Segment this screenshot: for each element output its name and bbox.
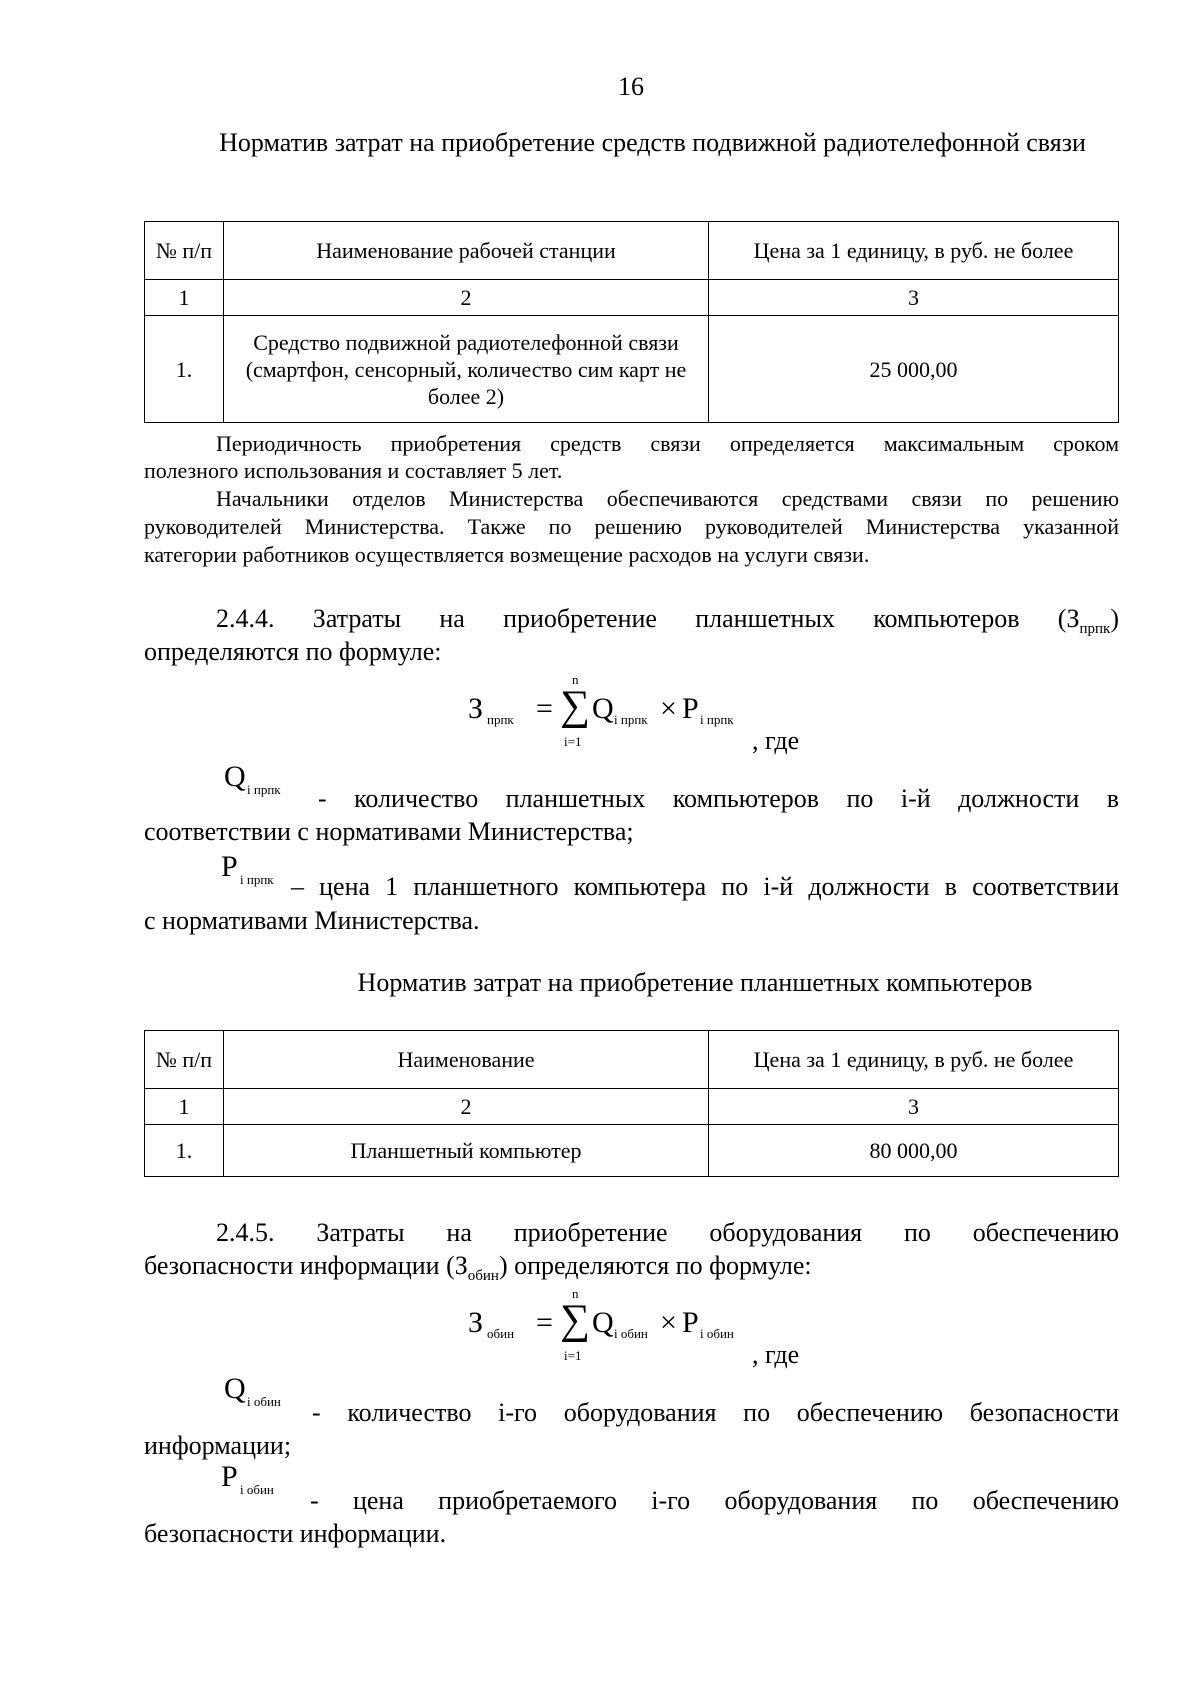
q-symbol: Q: [224, 1372, 246, 1405]
formula-lhs-sub: обин: [487, 1326, 515, 1341]
formula-p-sub: i прпк: [700, 712, 734, 727]
mobile-devices-table: [144, 221, 1119, 423]
p-desc-line2: с нормативами Министерства.: [144, 906, 480, 935]
colnum-3: 3: [709, 280, 1119, 316]
colnum-1: 1: [145, 280, 224, 316]
header-num: № п/п: [145, 222, 224, 280]
p-desc-line2: безопасности информации.: [144, 1519, 447, 1548]
section-245-intro-post: ) определяются по формуле:: [498, 1251, 812, 1280]
table2-title: Норматив затрат на приобретение планшетных компьютеров: [357, 968, 1033, 997]
colnum-1: 1: [145, 1089, 224, 1125]
section-244-intro-sub: прпк: [1079, 621, 1111, 638]
header-name: Наименование рабочей станции: [224, 222, 709, 280]
tablets-table: [144, 1030, 1119, 1177]
section-244-intro-text: 2.4.4. Затраты на приобретение планшетных компьютеров (З: [216, 604, 1080, 633]
para2-line3: категории работников осуществляется возмещение расходов на услуги связи.: [144, 542, 870, 567]
colnum-3: 3: [709, 1089, 1119, 1125]
para1-line1: Периодичность приобретения средств связи определяется максимальным сроком: [216, 431, 1119, 456]
formula-times: ×: [660, 1306, 677, 1339]
formula-q: Q: [592, 1306, 614, 1339]
p-symbol-sub: i прпк: [240, 872, 274, 887]
sigma-icon: ∑: [560, 1297, 590, 1343]
formula-where: , где: [752, 726, 800, 755]
formula-q-sub: i обин: [614, 1326, 648, 1341]
q-desc-line2: соответствии с нормативами Министерства;: [144, 817, 634, 846]
q-symbol-sub: i прпк: [247, 782, 281, 797]
formula-p-sub: i обин: [700, 1326, 734, 1341]
formula-q: Q: [592, 692, 614, 725]
table-colnum-row: [145, 280, 1119, 316]
table-header-row: [145, 1031, 1119, 1089]
formula-upper: n: [572, 1286, 579, 1301]
q-desc-line1: - количество i-го оборудования по обеспечению безопасности: [312, 1398, 1119, 1427]
formula-upper: n: [572, 672, 579, 687]
p-desc-line1: – цена 1 планшетного компьютера по i-й должности в соответствии: [291, 872, 1119, 901]
q-symbol: Q: [224, 760, 246, 793]
p-symbol-sub: i обин: [240, 1482, 274, 1497]
p-desc-line1: - цена приобретаемого i-го оборудования по обеспечению: [310, 1486, 1119, 1515]
row-price: 80 000,00: [709, 1125, 1119, 1177]
table1-title: Норматив затрат на приобретение средств подвижной радиотелефонной связи: [219, 128, 1086, 157]
formula-lhs: З: [468, 692, 484, 725]
row-price: 25 000,00: [709, 316, 1119, 423]
p-symbol: P: [221, 850, 238, 883]
section-244-intro-close: ): [1110, 604, 1119, 633]
q-symbol-sub: i обин: [247, 1394, 281, 1409]
formula-eq: =: [536, 692, 553, 725]
row-name: Средство подвижной радиотелефонной связи (смартфон, сенсорный, количество сим карт не более 2): [224, 316, 709, 423]
page-number: 16: [618, 72, 644, 101]
row-num: 1.: [145, 1125, 224, 1177]
header-name: Наименование: [224, 1031, 709, 1089]
sigma-icon: ∑: [560, 683, 590, 729]
table-header-row: [145, 222, 1119, 280]
colnum-2: 2: [224, 1089, 709, 1125]
para1-line2: полезного использования и составляет 5 лет.: [144, 458, 563, 483]
formula-q-sub: i прпк: [614, 712, 648, 727]
table-row: [145, 1125, 1119, 1177]
q-desc-line1: - количество планшетных компьютеров по i-й должности в: [318, 784, 1119, 813]
q-desc-line2: информации;: [144, 1431, 292, 1460]
header-price: Цена за 1 единицу, в руб. не более: [709, 1031, 1119, 1089]
formula-where: , где: [752, 1340, 800, 1369]
section-245-intro-line1: 2.4.5. Затраты на приобретение оборудования по обеспечению: [216, 1218, 1119, 1247]
formula-times: ×: [660, 692, 677, 725]
section-245-intro-sub: обин: [467, 1268, 499, 1285]
header-num: № п/п: [145, 1031, 224, 1089]
formula-lower: i=1: [564, 1348, 582, 1363]
section-244-intro-line2: определяются по формуле:: [144, 637, 442, 666]
formula-lower: i=1: [564, 734, 582, 749]
para2-line2: руководителей Министерства. Также по решению руководителей Министерства указанной: [144, 514, 1119, 539]
formula-lhs-sub: прпк: [487, 712, 514, 727]
section-245-intro-pre: безопасности информации (З: [144, 1251, 468, 1280]
formula-lhs: З: [468, 1306, 484, 1339]
formula-p: P: [682, 1306, 699, 1339]
formula-p: P: [682, 692, 699, 725]
para2-line1: Начальники отделов Министерства обеспечиваются средствами связи по решению: [216, 486, 1119, 511]
header-price: Цена за 1 единицу, в руб. не более: [709, 222, 1119, 280]
row-num: 1.: [145, 316, 224, 423]
table-row: [145, 316, 1119, 423]
table-colnum-row: [145, 1089, 1119, 1125]
row-name: Планшетный компьютер: [224, 1125, 709, 1177]
colnum-2: 2: [224, 280, 709, 316]
formula-eq: =: [536, 1306, 553, 1339]
p-symbol: P: [221, 1460, 238, 1493]
